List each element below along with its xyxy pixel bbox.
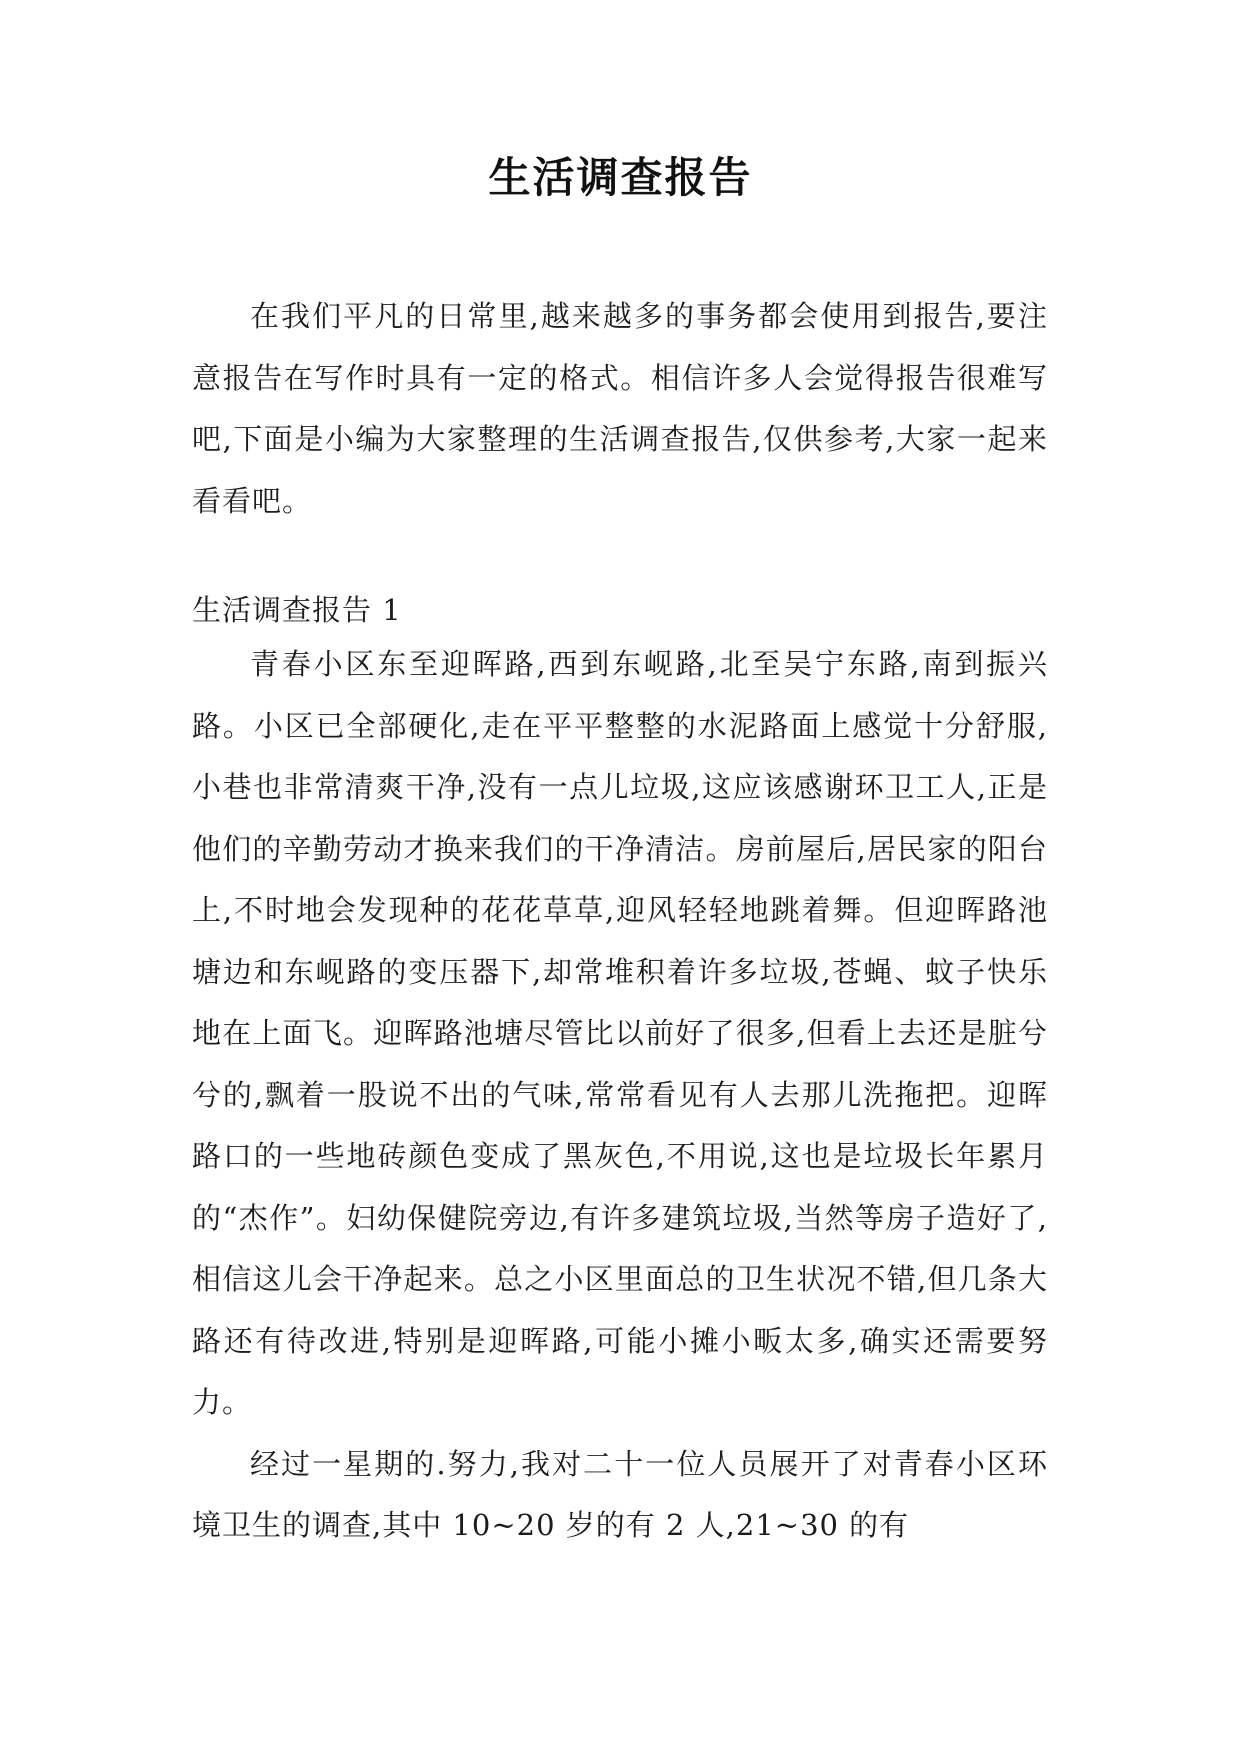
body-paragraph: 经过一星期的.努力,我对二十一位人员展开了对青春小区环境卫生的调查,其中 10~20 岁的有 2 人,21~30 的有 xyxy=(192,1446,1048,1542)
document-title: 生活调查报告 xyxy=(488,153,753,202)
intro-section xyxy=(192,286,1048,532)
section-heading: 生活调查报告 1 xyxy=(192,593,402,627)
section-body xyxy=(192,634,1048,1557)
intro-paragraph: 在我们平凡的日常里,越来越多的事务都会使用到报告,要注意报告在写作时具有一定的格式。相信许多人会觉得报告很难写吧,下面是小编为大家整理的生活调查报告,仅供参考,大家一起来看看吧。 xyxy=(192,299,1048,518)
body-paragraph: 青春小区东至迎晖路,西到东岘路,北至吴宁东路,南到振兴路。小区已全部硬化,走在平平整整的水泥路面上感觉十分舒服,小巷也非常清爽干净,没有一点儿垃圾,这应该感谢环卫工人,正是他们的辛勤劳动才换来我们的干净清洁。房前屋后,居民家的阳台上,不时地会发现种的花花草草,迎风轻轻地跳着舞。但迎晖路池塘边和东岘路的变压器下,却常堆积着许多垃圾,苍蝇、蚊子快乐地在上面飞。迎晖路池塘尽管比以前好了很多,但看上去还是脏兮兮的,飘着一股说不出的气味,常常看见有人去那儿洗拖把。迎晖路口的一些地砖颜色变成了黑灰色,不用说,这也是垃圾长年累月的“杰作”。妇幼保健院旁边,有许多建筑垃圾,当然等房子造好了,相信这儿会干净起来。总之小区里面总的卫生状况不错,但几条大路还有待改进,特别是迎晖路,可能小摊小畈太多,确实还需要努力。 xyxy=(192,647,1048,1419)
